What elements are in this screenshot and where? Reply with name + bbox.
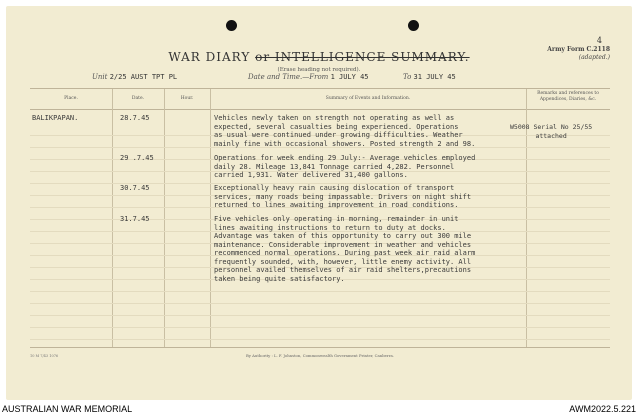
- form-note: (adapted.): [578, 54, 610, 61]
- unit-field: [92, 73, 177, 81]
- to-label: To: [402, 73, 412, 81]
- col-hour: Hour.: [180, 96, 194, 101]
- title-struck: or INTELLIGENCE SUMMARY.: [255, 50, 470, 64]
- diary-table: [30, 88, 610, 348]
- page-title: [6, 50, 632, 64]
- unit-value: 2/25 AUST TPT PL: [109, 73, 178, 81]
- title-main: WAR DIARY: [168, 50, 251, 64]
- page-mark: 4: [596, 36, 602, 45]
- entry-text: Exceptionally heavy rain causing dislocation of transport services, many roads being impassable. Drivers on night shift returned to lines awaiting improvement in road conditions.: [214, 184, 472, 209]
- to-value: 31 JULY 45: [413, 73, 456, 81]
- entry-date: 31.7.45: [120, 215, 150, 223]
- entry-text: Operations for week ending 29 July:- Average vehicles employed daily 28. Mileage 13,841 Tonnage carried 4,282. Personnel carried 1,931. Water delivered 31,400 gallons.: [214, 154, 476, 179]
- form-name: Army Form C.2118: [547, 46, 610, 53]
- col-place: Place.: [64, 96, 78, 101]
- caption-accession: AWM2022.5.221: [569, 404, 636, 414]
- punch-hole: [226, 20, 237, 31]
- army-form-label: [547, 46, 610, 62]
- from-value: 1 JULY 45: [330, 73, 369, 81]
- entry-date: 28.7.45: [120, 114, 150, 122]
- col-summary: Summary of Events and Information.: [325, 96, 411, 101]
- printer-authority: By Authority : L. F. Johnston, Commonwealth Government Printer, Canberra.: [246, 353, 394, 358]
- col-date: Date.: [131, 96, 145, 101]
- punch-hole: [408, 20, 419, 31]
- date-label: Date and Time.—From: [248, 73, 329, 81]
- caption-institution: AUSTRALIAN WAR MEMORIAL: [2, 404, 133, 414]
- unit-label: Unit: [92, 73, 108, 81]
- table-header: [30, 89, 610, 110]
- entry-text: Five vehicles only operating in morning, remainder in unit lines awaiting instructions to return to duty at docks. Advantage was taken of this opportunity to carry out 300 mile maintenance. Considerable improvement in weather and vehicles recommenced normal operations. During past week air raid alarm frequently sounded, with, however, little enemy activity. All personnel availed themselves of air raid shelters,precautions taken being quite satisfactory.: [214, 215, 476, 283]
- entry-remark: W5008 Serial No 25/55 attached: [510, 123, 593, 140]
- title-instructions: (Erase heading not required).: [277, 67, 361, 73]
- entry-place: BALIKPAPAN.: [32, 114, 79, 122]
- entry-date: 30.7.45: [120, 184, 150, 192]
- date-range-field: [248, 73, 456, 81]
- entry-text: Vehicles newly taken on strength not operating as well as expected, several casualties being experienced. Operations as usual were continued under growing difficulties. Weather mainly fine with occasional showers. Posted strength 2 and 98.: [214, 114, 476, 148]
- printer-code: 10 M 7/43 1076: [30, 354, 59, 358]
- col-remarks: Remarks and references to Appendices, Diaries, &c.: [537, 91, 599, 102]
- entry-date: 29 .7.45: [120, 154, 154, 162]
